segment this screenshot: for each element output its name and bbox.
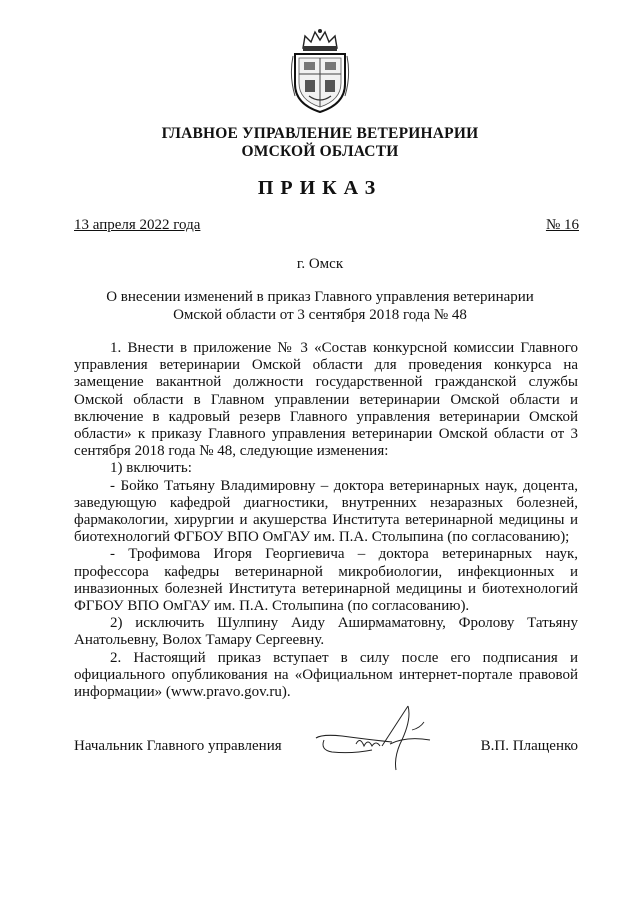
body-paragraph-4: - Трофимова Игоря Георгиевича – доктора ветеринарных наук, профессора кафедры ветеринарной микробиологии, инфекционных и инвазионных болезней Института ветеринарной медицины и биотехнологий ФГБОУ ВПО ОмГАУ им. П.А. Столыпина (по согласованию). [74,546,578,615]
document-number: № 16 [545,217,579,233]
coat-of-arms-icon [289,26,351,114]
document-body [74,340,578,701]
document-city: г. Омск [296,256,344,272]
handwritten-signature-icon [312,700,452,780]
document-subject [60,288,580,324]
body-paragraph-6: 2. Настоящий приказ вступает в силу после его подписания и официального опубликования на «Официальном интернет-портале правовой информации» (www.pravo.gov.ru). [74,649,578,701]
body-paragraph-5: 2) исключить Шулпину Аиду Аширмаматовну, Фролову Татьяну Анатольевну, Волох Тамару Сергеевну. [74,615,578,649]
organization-name-line2: ОМСКОЙ ОБЛАСТИ [241,143,399,160]
body-paragraph-1: 1. Внести в приложение № 3 «Состав конкурсной комиссии Главного управления ветеринарии Омской области для проведения конкурса на замещение вакантной должности государственной гражданской службы Омской области в Главном управлении ветеринарии Омской области и включение в кадровый резерв Главного управления ветеринарии Омской области» к приказу Главного управления ветеринарии Омской области от 3 сентября 2018 года № 48, следующие изменения: [74,340,578,460]
subject-line1: О внесении изменений в приказ Главного управления ветеринарии [106,289,534,305]
organization-name-line1: ГЛАВНОЕ УПРАВЛЕНИЕ ВЕТЕРИНАРИИ [161,125,479,142]
signatory-position: Начальник Главного управления [74,738,282,754]
signatory-name: В.П. Плащенко [480,738,578,754]
document-type-title: ПРИКАЗ [257,177,383,199]
body-paragraph-3: - Бойко Татьяну Владимировну – доктора ветеринарных наук, доцента, заведующую кафедрой диагностики, внутренних незаразных болезней, фармакологии, хирургии и акушерства Института ветеринарной медицины и биотехнологий ФГБОУ ВПО ОмГАУ им. П.А. Столыпина (по согласованию); [74,477,578,546]
subject-line2: Омской области от 3 сентября 2018 года № 48 [173,307,467,323]
body-paragraph-2: 1) включить: [110,460,192,477]
document-date: 13 апреля 2022 года [74,217,201,233]
